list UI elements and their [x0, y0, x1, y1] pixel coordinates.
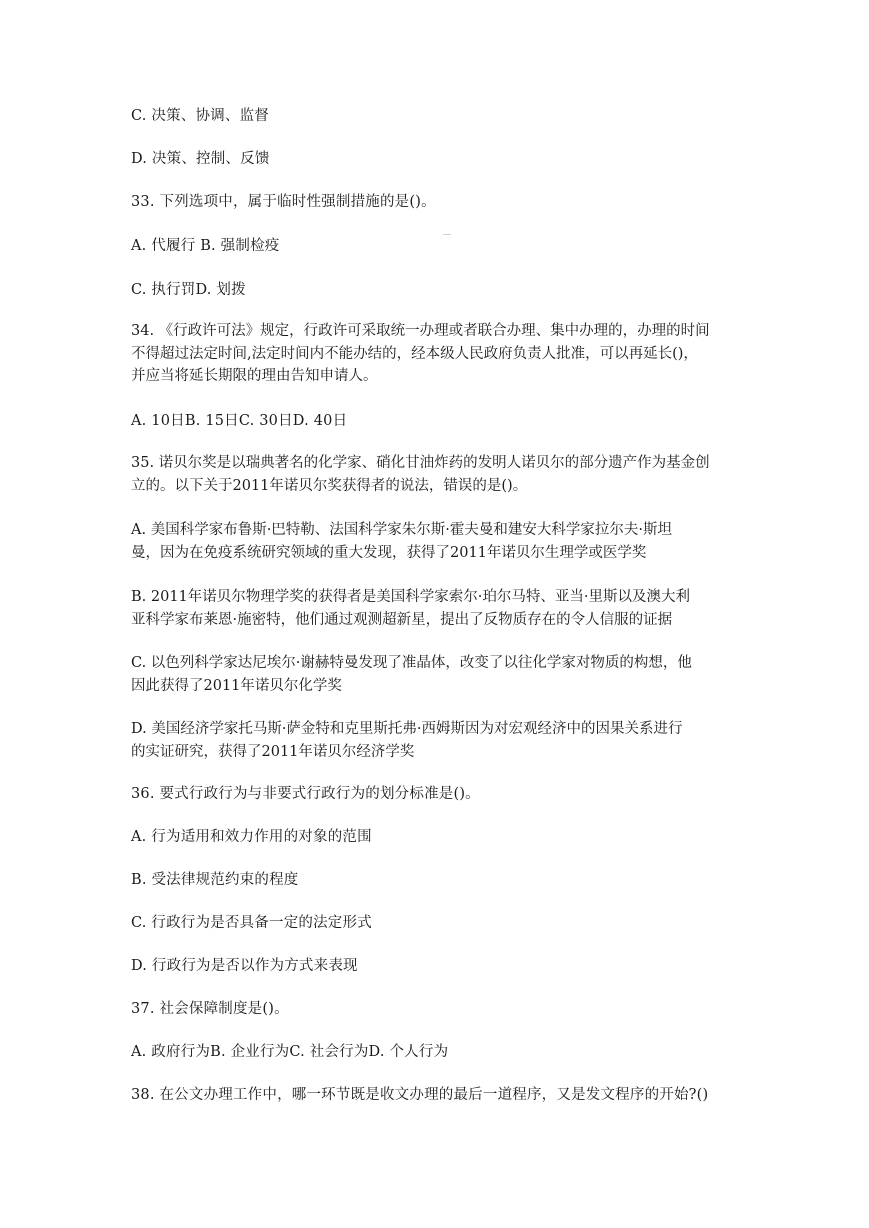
option-b-line-2: 亚科学家布莱恩·施密特，他们通过观测超新星，提出了反物质存在的令人信服的证据: [131, 611, 673, 628]
question-36-option-c: C. 行政行为是否具备一定的法定形式: [131, 915, 372, 931]
question-34-line-1: 34. 《行政许可法》规定，行政许可采取统一办理或者联合办理、集中办理的，办理的时间: [131, 323, 710, 339]
question-38: 38. 在公文办理工作中，哪一环节既是收文办理的最后一道程序，又是发文程序的开始?(): [131, 1087, 709, 1103]
option-d-line-2: 的实证研究，获得了2011年诺贝尔经济学奖: [131, 743, 415, 760]
question-33-options-ab: A. 代履行 B. 强制检疫: [131, 238, 280, 254]
scan-artifact: [443, 234, 451, 235]
question-36-option-d: D. 行政行为是否以作为方式来表现: [131, 958, 358, 974]
option-b-line-1: B. 2011年诺贝尔物理学奖的获得者是美国科学家索尔·珀尔马特、亚当·里斯以及澳大利: [131, 589, 690, 605]
question-33-options-cd: C. 执行罚D. 划拨: [131, 282, 246, 298]
question-35-option-d: [131, 718, 743, 763]
question-35-option-b: [131, 586, 743, 631]
question-36: 36. 要式行政行为与非要式行政行为的划分标准是()。: [131, 786, 480, 802]
option-d-line-1: D. 美国经济学家托马斯·萨金特和克里斯托弗·西姆斯因为对宏观经济中的因果关系进行: [131, 721, 683, 737]
question-35-line-2: 立的。以下关于2011年诺贝尔奖获得者的说法，错误的是()。: [131, 477, 528, 494]
question-36-option-b: B. 受法律规范约束的程度: [131, 872, 299, 888]
option-c-line-2: 因此获得了2011年诺贝尔化学奖: [131, 677, 342, 694]
option-a-line-2: 曼，因为在免疫系统研究领域的重大发现，获得了2011年诺贝尔生理学或医学奖: [131, 544, 647, 561]
question-36-option-a: A. 行为适用和效力作用的对象的范围: [131, 829, 372, 845]
option-c-line-1: C. 以色列科学家达尼埃尔·谢赫特曼发现了准晶体，改变了以往化学家对物质的构想，他: [131, 655, 692, 671]
question-35-option-c: [131, 652, 743, 697]
question-33: 33. 下列选项中，属于临时性强制措施的是()。: [131, 194, 436, 210]
question-35: [131, 452, 743, 497]
question-34-line-2: 不得超过法定时间,法定时间内不能办结的，经本级人民政府负责人批准，可以再延长()，: [131, 345, 698, 362]
option-c-previous: C. 决策、协调、监督: [131, 108, 269, 124]
option-a-line-1: A. 美国科学家布鲁斯·巴特勒、法国科学家朱尔斯·霍夫曼和建安大科学家拉尔夫·斯坦: [131, 522, 673, 538]
question-37: 37. 社会保障制度是()。: [131, 1001, 289, 1017]
option-d-previous: D. 决策、控制、反馈: [131, 151, 270, 167]
question-35-option-a: [131, 519, 743, 564]
question-34: [131, 320, 743, 388]
question-37-options: A. 政府行为B. 企业行为C. 社会行为D. 个人行为: [131, 1044, 449, 1060]
question-34-line-3: 并应当将延长期限的理由告知申请人。: [131, 368, 378, 384]
question-35-line-1: 35. 诺贝尔奖是以瑞典著名的化学家、硝化甘油炸药的发明人诺贝尔的部分遗产作为基金创: [131, 455, 710, 471]
question-34-options: A. 10日B. 15日C. 30日D. 40日: [131, 413, 348, 429]
